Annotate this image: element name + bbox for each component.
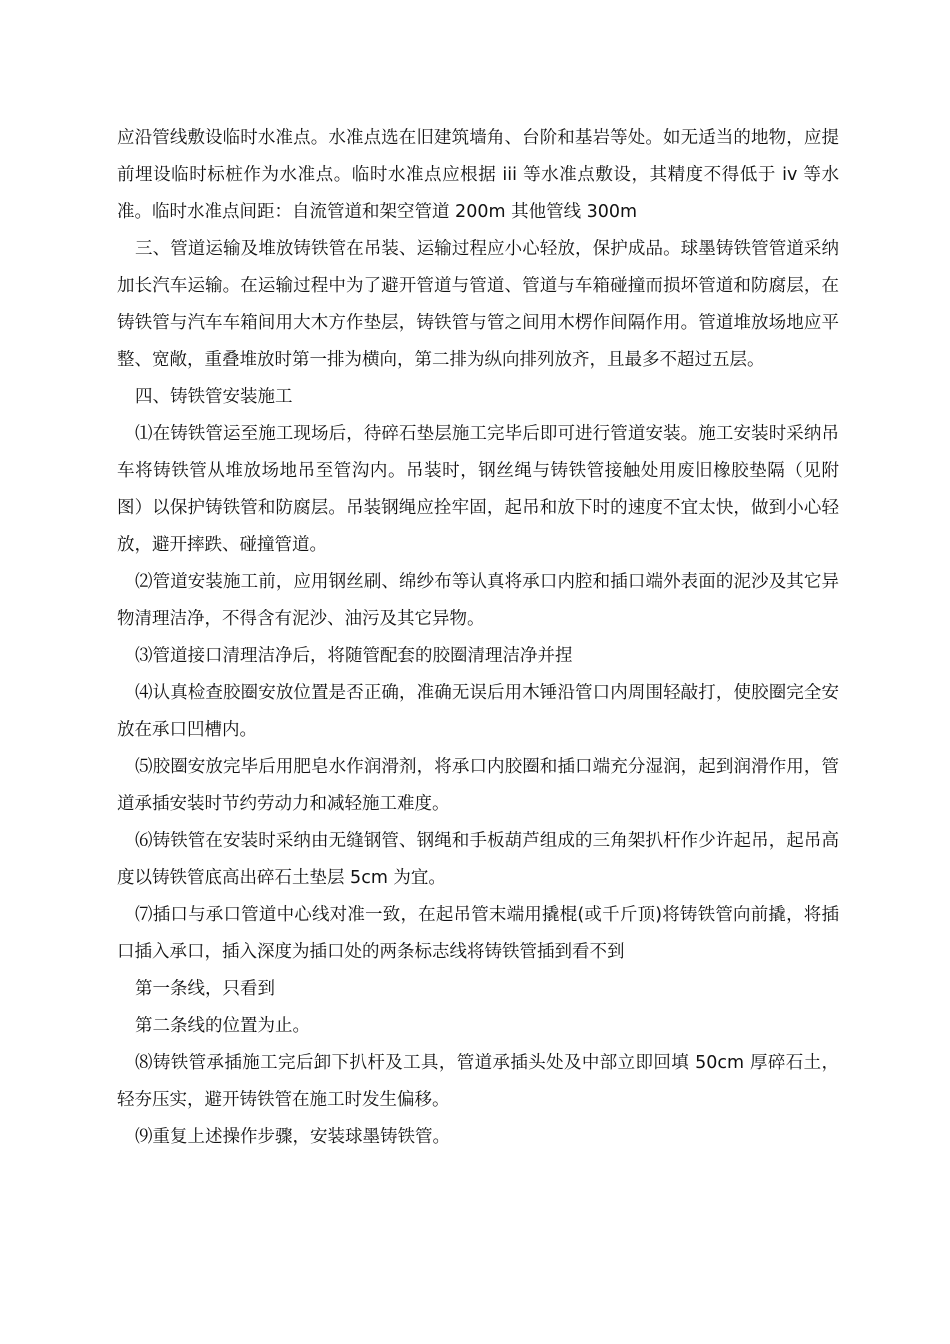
paragraph-benchmark-points: 应沿管线敷设临时水准点。水准点选在旧建筑墙角、台阶和基岩等处。如无适当的地物，应提前埋设临时标桩作为水准点。临时水准点应根据 iii 等水准点敷设，其精度不得低于 iv 等水准。临时水准点间距：自流管道和架空管道 200m 其他管线 300m bbox=[117, 128, 839, 222]
paragraph-step-1: ⑴在铸铁管运至施工现场后，待碎石垫层施工完毕后即可进行管道安装。施工安装时采纳吊车将铸铁管从堆放场地吊至管沟内。吊装时，钢丝绳与铸铁管接触处用废旧橡胶垫隔（见附图）以保护铸铁管和防腐层。吊装钢绳应拴牢固，起吊和放下时的速度不宜太快，做到小心轻放，避开摔跌、碰撞管道。 bbox=[117, 424, 839, 555]
paragraph-step-4: ⑷认真检查胶圈安放位置是否正确，准确无误后用木锤沿管口内周围轻敲打，使胶圈完全安放在承口凹槽内。 bbox=[117, 683, 839, 740]
paragraph-step-3: ⑶管道接口清理洁净后，将随管配套的胶圈清理洁净并捏 bbox=[135, 646, 573, 666]
document-body bbox=[117, 120, 839, 1156]
paragraph-step-7: ⑺插口与承口管道中心线对准一致，在起吊管末端用撬棍(或千斤顶)将铸铁管向前撬，将插口插入承口，插入深度为插口处的两条标志线将铸铁管插到看不到 bbox=[117, 905, 839, 962]
paragraph-step-6: ⑹铸铁管在安装时采纳由无缝钢管、钢绳和手板葫芦组成的三角架扒杆作少许起吊，起吊高度以铸铁管底高出碎石土垫层 5cm 为宜。 bbox=[117, 831, 839, 888]
section-heading-four: 四、铸铁管安装施工 bbox=[135, 387, 293, 407]
paragraph-section-three-transport: 三、管道运输及堆放铸铁管在吊装、运输过程应小心轻放，保护成品。球墨铸铁管管道采纳加长汽车运输。在运输过程中为了避开管道与管道、管道与车箱碰撞而损坏管道和防腐层，在铸铁管与汽车车箱间用大木方作垫层，铸铁管与管之间用木楞作间隔作用。管道堆放场地应平整、宽敞，重叠堆放时第一排为横向，第二排为纵向排列放齐，且最多不超过五层。 bbox=[117, 239, 839, 370]
paragraph-step-7-line-2: 第二条线的位置为止。 bbox=[135, 1016, 310, 1036]
paragraph-step-2: ⑵管道安装施工前，应用钢丝刷、绵纱布等认真将承口内腔和插口端外表面的泥沙及其它异物清理洁净，不得含有泥沙、油污及其它异物。 bbox=[117, 572, 839, 629]
paragraph-step-9: ⑼重复上述操作步骤，安装球墨铸铁管。 bbox=[135, 1127, 450, 1147]
paragraph-step-7-line-1: 第一条线，只看到 bbox=[135, 979, 275, 999]
paragraph-step-8: ⑻铸铁管承插施工完后卸下扒杆及工具，管道承插头处及中部立即回填 50cm 厚碎石土，轻夯压实，避开铸铁管在施工时发生偏移。 bbox=[117, 1053, 839, 1110]
paragraph-step-5: ⑸胶圈安放完毕后用肥皂水作润滑剂，将承口内胶圈和插口端充分湿润，起到润滑作用，管道承插安装时节约劳动力和减轻施工难度。 bbox=[117, 757, 839, 814]
